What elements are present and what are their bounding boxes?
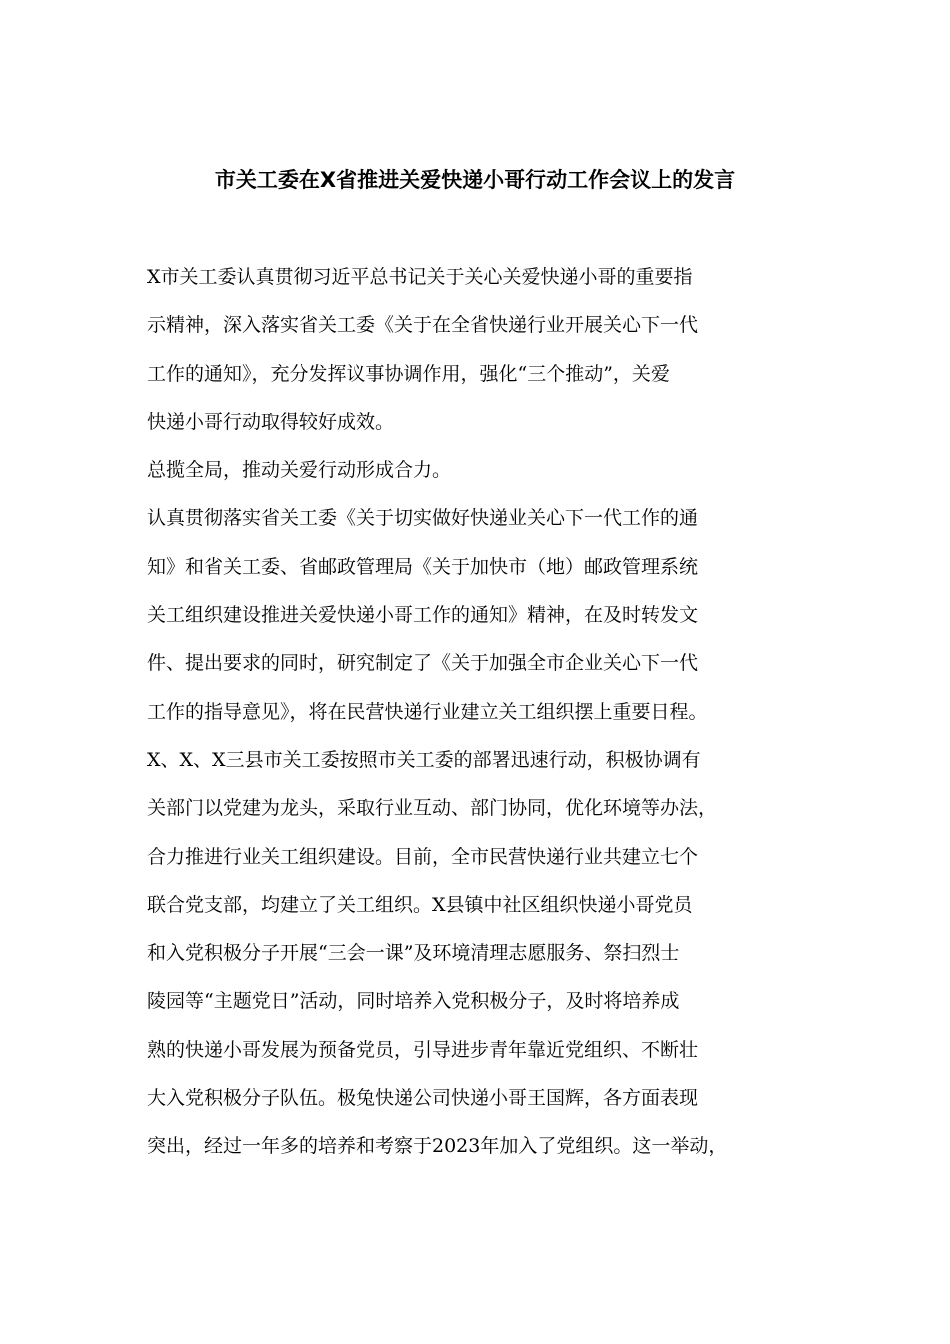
body-line: 关工组织建设推进关爱快递小哥工作的通知》精神，在及时转发文 [147, 604, 699, 627]
body-line: 快递小哥行动取得较好成效。 [147, 410, 395, 433]
body-line: 合力推进行业关工组织建设。目前，全市民营快递行业共建立七个 [147, 845, 699, 868]
body-line: 总揽全局，推动关爱行动形成合力。 [147, 459, 452, 482]
body-line: 关部门以党建为龙头，采取行业互动、部门协同，优化环境等办法， [147, 797, 718, 820]
body-line: 示精神，深入落实省关工委《关于在全省快递行业开展关心下一代 [147, 314, 699, 337]
body-line: X、X、X三县市关工委按照市关工委的部署迅速行动，积极协调有 [147, 748, 701, 771]
body-line: 认真贯彻落实省关工委《关于切实做好快递业关心下一代工作的通 [147, 507, 699, 530]
document-title: 市关工委在X省推进关爱快递小哥行动工作会议上的发言 [214, 168, 736, 192]
document-body [147, 253, 837, 1171]
body-line: 件、提出要求的同时，研究制定了《关于加强全市企业关心下一代 [147, 652, 699, 675]
body-line: 工作的指导意见》，将在民营快递行业建立关工组织摆上重要日程。 [147, 700, 708, 723]
body-line: 联合党支部，均建立了关工组织。X县镇中社区组织快递小哥党员 [147, 893, 693, 916]
body-line: 工作的通知》，充分发挥议事协调作用，强化“三个推动”，关爱 [147, 362, 670, 385]
body-line: X市关工委认真贯彻习近平总书记关于关心关爱快递小哥的重要指 [147, 266, 693, 288]
body-line: 突出，经过一年多的培养和考察于2023年加入了党组织。这一举动， [147, 1135, 728, 1158]
body-line: 陵园等“主题党日”活动，同时培养入党积极分子，及时将培养成 [147, 990, 680, 1013]
body-line: 知》和省关工委、省邮政管理局《关于加快市（地）邮政管理系统 [147, 555, 699, 578]
body-line: 和入党积极分子开展“三会一课”及环境清理志愿服务、祭扫烈士 [147, 942, 680, 965]
body-line: 大入党积极分子队伍。极兔快递公司快递小哥王国辉，各方面表现 [147, 1087, 699, 1110]
body-line: 熟的快递小哥发展为预备党员，引导进步青年靠近党组织、不断壮 [147, 1038, 699, 1061]
